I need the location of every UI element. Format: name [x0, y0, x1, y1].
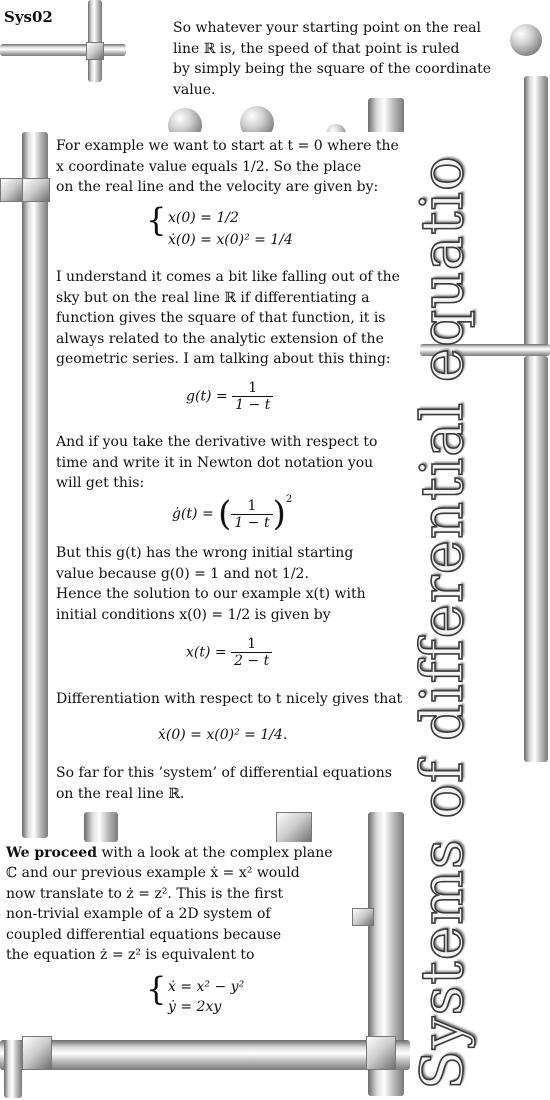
paren-close: ) — [272, 494, 286, 534]
denominator: 1 − t — [232, 396, 273, 413]
bold-lead: We proceed — [6, 845, 97, 861]
eq-g-lhs: g(t) = — [186, 388, 228, 405]
deco-block — [0, 178, 24, 202]
fraction — [232, 380, 273, 413]
denominator: 2 − t — [231, 652, 272, 669]
deco-ball — [510, 24, 542, 56]
vertical-title: Systems of differential equatio — [408, 155, 476, 1090]
lower-first-text: with a look at the complex plane — [97, 845, 333, 861]
eq-x-lhs: x(t) = — [186, 644, 227, 661]
brace: { — [146, 201, 167, 239]
deco-tube — [0, 44, 126, 56]
intro-paragraph: So whatever your starting point on the real line ℝ is, the speed of that point is ruled by simply being the square of the coordinate value. — [173, 20, 492, 98]
deco-tube — [524, 76, 548, 346]
numerator: 1 — [247, 497, 257, 514]
paragraph-5: Differentiation with respect to t nicely gives that — [56, 691, 403, 707]
deco-tube — [0, 1040, 410, 1070]
paragraph-1: For example we want to start at t = 0 where the x coordinate value equals 1/2. So the place on the real line and the velocity are given by: — [56, 138, 399, 195]
equation-x — [186, 636, 272, 669]
deco-tube — [88, 0, 102, 82]
lower-first-line — [6, 843, 356, 864]
sys-label: Sys02 — [4, 8, 53, 26]
eq-gdot-lhs: ġ(t) = — [172, 506, 214, 522]
paragraph-2: I understand it comes a bit like falling out of the sky but on the real line ℝ if differentiating a function gives the square of that function, it is always related to the analytic extension of the geometric series. I am talking about this thing: — [56, 269, 400, 367]
denominator: 1 − t — [231, 514, 272, 531]
deco-block — [22, 1036, 52, 1070]
deco-block — [352, 908, 374, 926]
sys1-line1: x(0) = 1/2 — [168, 210, 239, 226]
deco-block — [366, 1036, 396, 1070]
paragraph-3: And if you take the derivative with respect to time and write it in Newton dot notation you will get this: — [56, 434, 378, 491]
paragraph-4: But this g(t) has the wrong initial starting value because g(0) = 1 and not 1/2. Hence the solution to our example x(t) with initial conditions x(0) = 1/2 is given by — [56, 545, 366, 623]
paren-open: ( — [218, 494, 232, 534]
brace: { — [146, 970, 167, 1008]
sys2-line1: ẋ = x² − y² — [168, 979, 245, 995]
equation-gdot — [172, 494, 292, 534]
deco-tube — [524, 356, 548, 762]
deco-tube — [22, 132, 48, 838]
equation-xdot: ẋ(0) = x(0)² = 1/4. — [158, 727, 288, 743]
deco-block — [276, 812, 312, 844]
numerator: 1 — [247, 636, 257, 652]
equation-g — [186, 380, 273, 413]
numerator: 1 — [248, 380, 258, 396]
sys2-line2: ẏ = 2xy — [168, 999, 222, 1015]
deco-tube — [4, 1040, 22, 1098]
paragraph-6: So far for this ’system’ of differential equations on the real line ℝ. — [56, 765, 392, 802]
deco-block — [86, 42, 104, 60]
fraction — [231, 498, 272, 531]
lower-paragraph: ℂ and our previous example ẋ = x² would now translate to ż = z². This is the first non-trivial example of a 2D system of coupled differential equations because the equation ż = z² is equivalent to — [6, 865, 300, 963]
sys1-line2: ẋ(0) = x(0)² = 1/4 — [168, 232, 293, 248]
fraction — [231, 636, 272, 669]
deco-tube — [368, 98, 404, 134]
deco-tube — [84, 812, 118, 842]
exponent: 2 — [285, 494, 293, 506]
deco-block — [22, 178, 50, 202]
